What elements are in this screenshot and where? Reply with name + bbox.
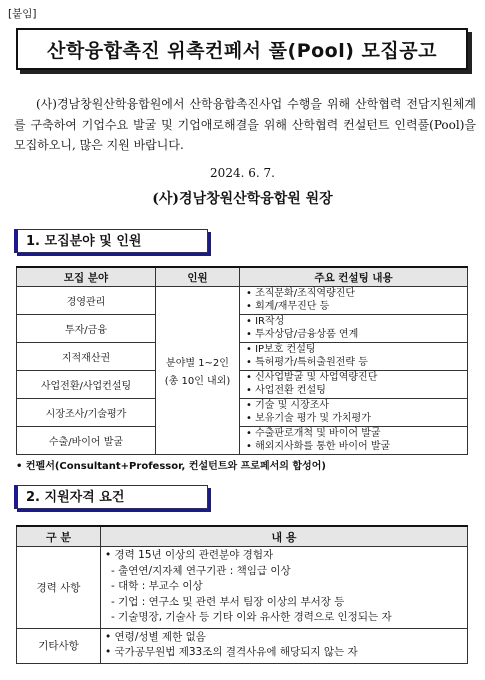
content-cell [240, 371, 468, 399]
field-cell: 지적재산권 [17, 343, 156, 371]
details-cell [101, 628, 468, 663]
field-cell: 투자/금융 [17, 315, 156, 343]
intro-text: (사)경남창원산학융합원에서 산학융합촉진사업 수행을 위해 산학협력 전담지원체계를 구축하여 기업수요 발굴 및 기업애로해결을 위해 산학협력 컨설턴트 인력풀(Pool)을 모집하오니, 많은 지원 바랍니다. [14, 97, 476, 152]
field-cell: 시장조사/기술평가 [17, 399, 156, 427]
content-cell [240, 343, 468, 371]
table-row [17, 371, 468, 399]
content-item: • 해외지사화를 통한 바이어 발굴 [246, 441, 467, 454]
detail-line: - 기술명장, 기술사 등 기타 이와 유사한 경력으로 인정되는 자 [111, 611, 392, 623]
table-row [17, 315, 468, 343]
content-cell [240, 399, 468, 427]
table-row [17, 399, 468, 427]
content-item: • 사업전환 컨설팅 [246, 385, 467, 398]
recruitment-table [16, 266, 468, 455]
table-row [17, 343, 468, 371]
detail-line: - 출연연/지자체 연구기관 : 책임급 이상 [111, 564, 291, 577]
content-item: • 보유기술 평가 및 가치평가 [246, 413, 467, 426]
attachment-tag: [붙임] [8, 8, 37, 20]
intro-paragraph [14, 94, 476, 156]
detail-line: - 대학 : 부교수 이상 [111, 580, 203, 592]
table-row [17, 547, 468, 629]
col-header-headcount: 인원 [156, 267, 240, 287]
section2-heading: 2. 지원자격 요건 [14, 485, 208, 509]
section1-heading: 1. 모집분야 및 인원 [14, 229, 208, 253]
notice-title [16, 28, 468, 70]
content-cell [240, 287, 468, 315]
field-cell: 경영관리 [17, 287, 156, 315]
table-row [17, 628, 468, 663]
details-cell [101, 547, 468, 629]
qualification-table [16, 525, 468, 664]
content-item: • IP보호 컨설팅 [246, 344, 467, 357]
detail-line: • 연령/성별 제한 없음 [105, 630, 206, 643]
content-item: • 기술 및 시장조사 [246, 400, 467, 413]
col-header-content: 주요 컨설팅 내용 [240, 267, 468, 287]
detail-line: - 기업 : 연구소 및 관련 부서 팀장 이상의 부서장 등 [111, 595, 345, 608]
col-header-details: 내 용 [101, 526, 468, 547]
content-cell [240, 427, 468, 455]
detail-line: • 국가공무원법 제33조의 결격사유에 해당되지 않는 자 [105, 646, 358, 658]
col-header-field: 모집 분야 [17, 267, 156, 287]
category-cell: 기타사항 [17, 628, 101, 663]
content-item: • 투자상담/금융상품 연계 [246, 329, 467, 342]
content-item: • 특허평가/특허출원전략 등 [246, 357, 467, 370]
detail-line: • 경력 15년 이상의 관련분야 경험자 [105, 549, 274, 561]
notice-title-text: 산학융합촉진 위촉컨페서 풀(Pool) 모집공고 [47, 39, 437, 62]
headcount-line: 분야별 1~2인 [166, 358, 229, 369]
organization-signature: (사)경남창원산학융합원 원장 [152, 191, 333, 207]
content-item: • 신사업발굴 및 사업역량진단 [246, 372, 467, 385]
content-item: • 조직문화/조직역량진단 [246, 288, 467, 301]
headcount-total: (총 10인 내외) [164, 376, 231, 387]
content-item: • 회계/재무진단 등 [246, 301, 467, 314]
field-cell: 수출/바이어 발굴 [17, 427, 156, 455]
notice-date: 2024. 6. 7. [210, 166, 275, 180]
content-item: • IR작성 [246, 316, 467, 329]
field-cell: 사업전환/사업컨설팅 [17, 371, 156, 399]
category-cell: 경력 사항 [17, 547, 101, 629]
table-row [17, 287, 468, 315]
content-cell [240, 315, 468, 343]
col-header-category: 구 분 [17, 526, 101, 547]
headcount-cell [156, 287, 240, 455]
content-item: • 수출판로개척 및 바이어 발굴 [246, 428, 467, 441]
table-row [17, 427, 468, 455]
consultant-definition-note: • 컨펠서(Consultant+Professor, 컨설턴트와 프로페서의 합성어) [16, 461, 326, 472]
